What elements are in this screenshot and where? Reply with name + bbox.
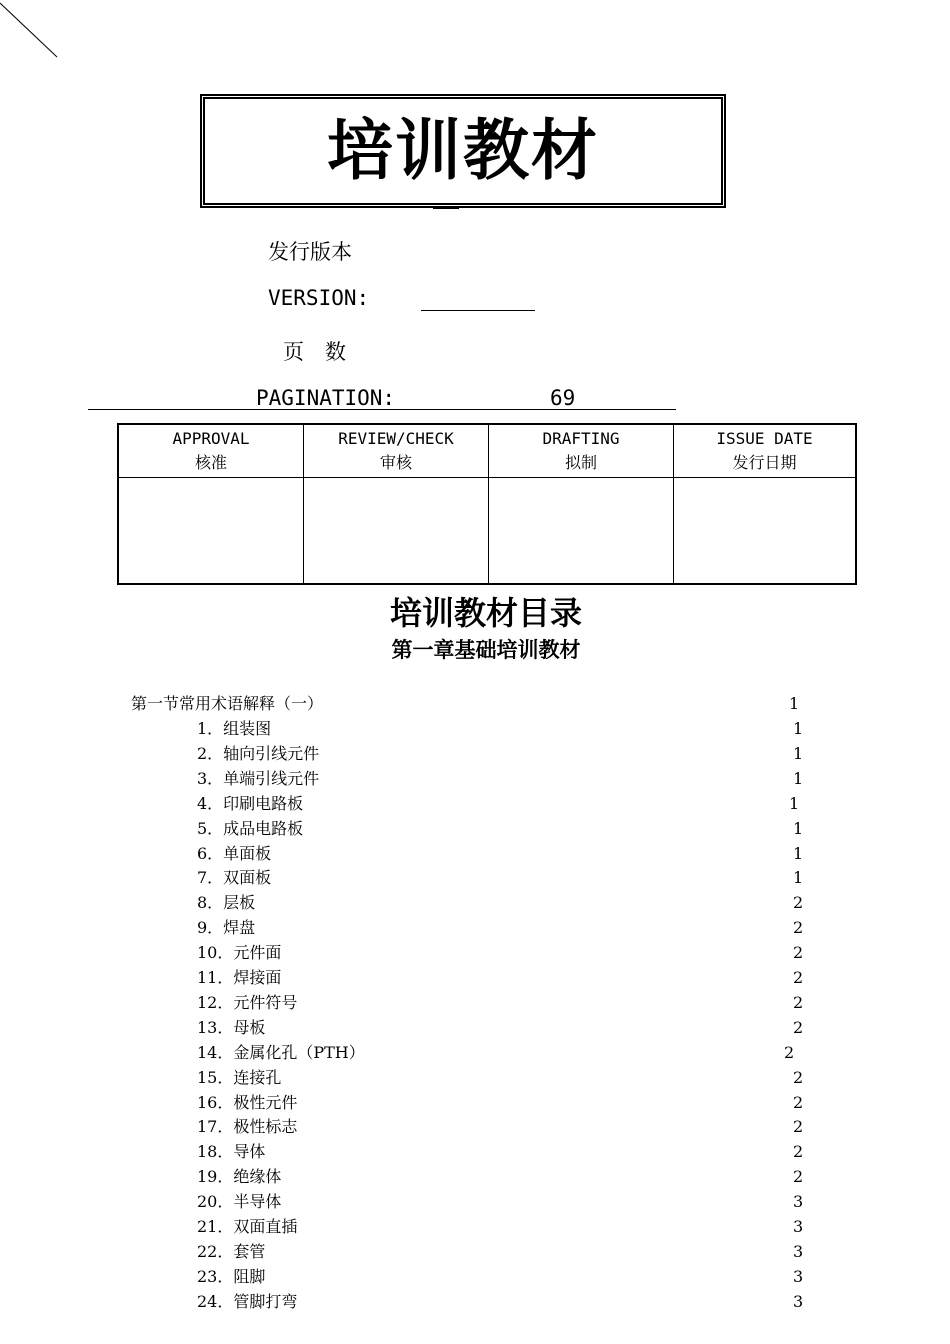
version-cn-label: 发行版本	[268, 240, 352, 264]
drafting-cn: 拟制	[564, 453, 597, 472]
version-blank	[421, 310, 535, 311]
toc-item-label: 9．焊盘	[197, 918, 256, 938]
toc-item-page: 1	[793, 818, 804, 838]
pagination-label: PAGINATION:	[256, 386, 396, 410]
toc-item-page: 2	[784, 1042, 795, 1062]
toc-item-label: 5．成品电路板	[197, 818, 304, 838]
drafting-en: DRAFTING	[542, 429, 620, 448]
toc-item-page: 1	[789, 793, 800, 813]
title-box	[200, 94, 726, 208]
toc-item-page: 3	[793, 1241, 804, 1261]
issue-date-column	[674, 424, 857, 478]
toc-item-label: 10．元件面	[197, 943, 282, 963]
toc-item-label: 20．半导体	[197, 1192, 282, 1212]
approval-column	[118, 424, 304, 478]
toc-item-label: 17．极性标志	[197, 1117, 298, 1137]
pagination-value: 69	[550, 386, 576, 410]
toc-item-page: 1	[793, 768, 804, 788]
review-en: REVIEW/CHECK	[338, 429, 454, 448]
toc-item-label: 6．单面板	[197, 843, 272, 863]
toc-item-label: 3．单端引线元件	[197, 768, 320, 788]
toc-item-page: 1	[793, 868, 804, 888]
issue-date-en: ISSUE DATE	[716, 429, 813, 448]
approval-signature-cell	[118, 478, 304, 585]
toc-item-page: 2	[793, 992, 804, 1012]
toc-title: 培训教材目录	[389, 594, 582, 632]
toc-item-page: 3	[793, 1217, 804, 1236]
toc-item-label: 18．导体	[197, 1142, 266, 1162]
toc-item-label: 1．组装图	[197, 719, 272, 738]
toc-item-page: 1	[793, 719, 804, 738]
approval-header-row	[118, 424, 856, 478]
toc-item-label: 7．双面板	[197, 868, 272, 888]
corner-mark	[0, 0, 80, 80]
approval-cn: 核准	[194, 453, 227, 472]
toc-item-label: 23．阻脚	[197, 1266, 266, 1286]
toc-item-page: 2	[793, 943, 804, 963]
toc-item-page: 2	[793, 893, 804, 913]
toc-item-label: 2．轴向引线元件	[197, 743, 320, 763]
toc-item-label: 14．金属化孔（PTH）	[197, 1042, 365, 1062]
pages-cn-label: 页 数	[283, 340, 346, 364]
approval-signature-row	[118, 478, 856, 585]
drafting-column	[489, 424, 674, 478]
toc-item-page: 3	[793, 1266, 804, 1286]
approval-table	[117, 423, 857, 585]
toc-item-label: 15．连接孔	[197, 1067, 282, 1087]
toc-item-label: 12．元件符号	[197, 992, 298, 1012]
toc-item-page: 1	[793, 743, 804, 763]
toc-item-page: 1	[793, 843, 804, 863]
review-cn: 审核	[379, 453, 412, 472]
toc-item-page: 2	[793, 1092, 804, 1112]
toc-item-label: 11．焊接面	[197, 968, 282, 987]
issue-date-signature-cell	[674, 478, 857, 585]
toc-item-label: 13．母板	[197, 1017, 266, 1037]
document-title: 培训教材	[327, 112, 599, 189]
toc-item-label: 19．绝缘体	[197, 1167, 282, 1187]
toc-section-label: 第一节常用术语解释（一）	[131, 694, 324, 713]
toc-item-label: 4．印刷电路板	[197, 793, 304, 813]
drafting-signature-cell	[489, 478, 674, 585]
toc-section-page: 1	[789, 694, 800, 713]
toc-item-page: 2	[793, 1142, 804, 1162]
review-signature-cell	[304, 478, 489, 585]
toc-item-page: 2	[793, 918, 804, 938]
toc-item-page: 2	[793, 1067, 804, 1087]
toc-item-label: 21．双面直插	[197, 1217, 298, 1236]
toc-item-page: 2	[793, 1017, 804, 1037]
toc-item-label: 24．管脚打弯	[197, 1291, 298, 1311]
toc-item-page: 3	[793, 1192, 804, 1212]
version-label: VERSION:	[268, 286, 370, 310]
pagination-rule	[88, 409, 676, 410]
toc-item-page: 2	[793, 1117, 804, 1137]
review-column	[304, 424, 489, 478]
toc-item-label: 22．套管	[197, 1241, 266, 1261]
toc-item-page: 2	[793, 1167, 804, 1187]
approval-en: APPROVAL	[172, 429, 250, 448]
toc-item-label: 16．极性元件	[197, 1092, 298, 1112]
toc-item-page: 2	[793, 968, 804, 987]
toc-item-label: 8．层板	[197, 893, 256, 913]
chapter-title: 第一章基础培训教材	[391, 638, 581, 662]
toc-item-page: 3	[793, 1291, 804, 1311]
issue-date-cn: 发行日期	[732, 453, 797, 472]
